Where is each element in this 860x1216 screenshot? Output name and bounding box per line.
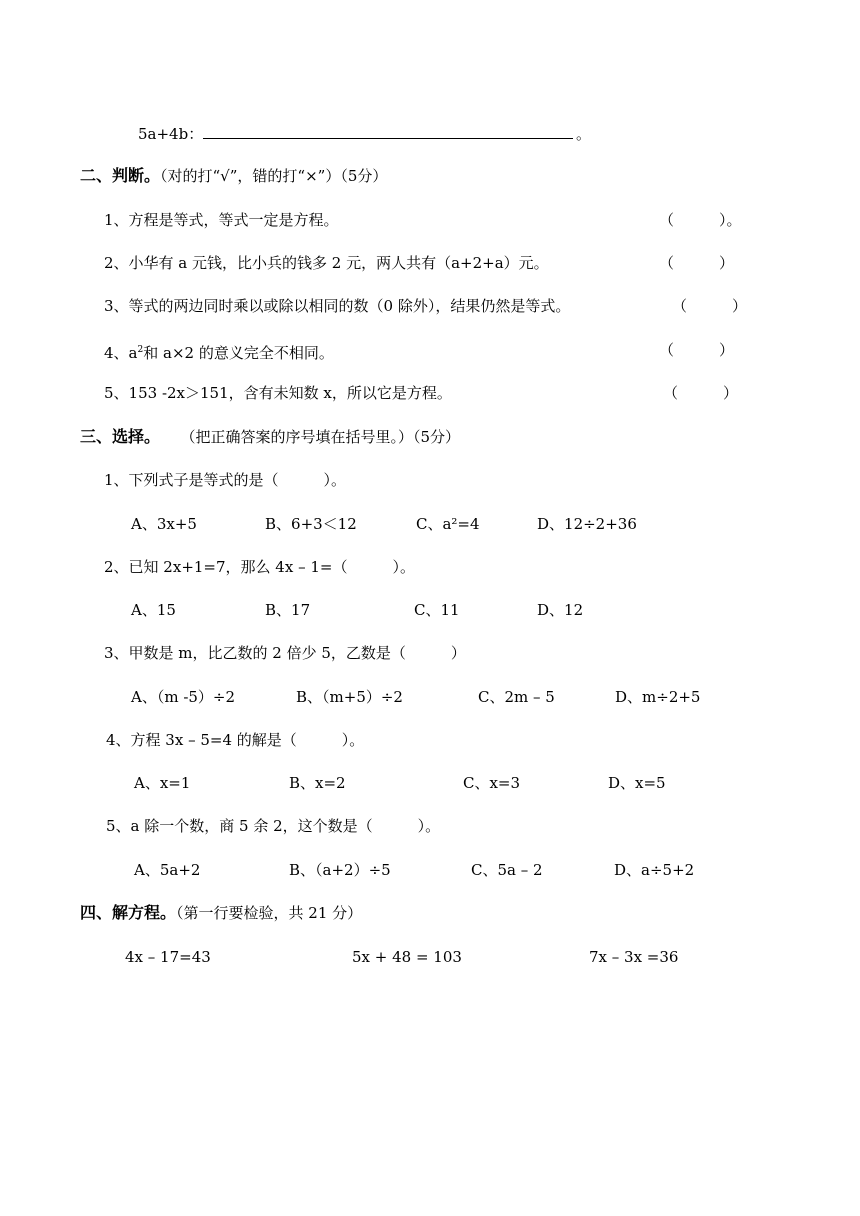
choice-1-option-c[interactable]: C、a²=4: [416, 515, 480, 533]
judge-answer-paren-3[interactable]: （ ）: [672, 297, 748, 315]
equation-2: 5x + 48 = 103: [352, 948, 462, 966]
judge-answer-paren-2[interactable]: （ ）: [659, 254, 735, 272]
section-judge-header: [80, 166, 387, 186]
choice-question-4: 4、方程 3x – 5=4 的解是（ ）。: [106, 731, 365, 749]
choice-5-option-b[interactable]: B、（a+2）÷5: [289, 861, 391, 879]
judge-answer-paren-4[interactable]: （ ）: [659, 341, 735, 359]
choice-4-option-b[interactable]: B、x=2: [289, 774, 346, 792]
intro-end: 。: [576, 125, 592, 143]
superscript-2: 2: [137, 345, 144, 355]
choice-2-option-c[interactable]: C、11: [414, 601, 460, 619]
choice-question-3: 3、甲数是 m，比乙数的 2 倍少 5，乙数是（ ）: [104, 644, 466, 662]
choice-5-option-d[interactable]: D、a÷5+2: [614, 861, 695, 879]
section-solve-title: 四、解方程。: [80, 903, 177, 922]
choice-2-option-d[interactable]: D、12: [537, 601, 584, 619]
equation-1: 4x – 17=43: [125, 948, 211, 966]
choice-3-option-b[interactable]: B、（m+5）÷2: [296, 688, 403, 706]
judge-item-4-pre: 4、a: [104, 344, 138, 362]
choice-3-option-d[interactable]: D、m÷2+5: [615, 688, 701, 706]
choice-4-option-a[interactable]: A、x=1: [134, 774, 191, 792]
judge-item-5: 5、153 -2x＞151，含有未知数 x，所以它是方程。: [104, 384, 452, 402]
answer-blank-line[interactable]: [203, 138, 573, 139]
choice-question-1: 1、下列式子是等式的是（ ）。: [104, 471, 347, 489]
section-choice-header: [80, 427, 460, 447]
choice-question-2: 2、已知 2x+1=7，那么 4x – 1=（ ）。: [104, 558, 415, 576]
choice-5-option-c[interactable]: C、5a – 2: [471, 861, 543, 879]
section-solve-note: （第一行要检验，共 21 分）: [176, 904, 363, 922]
section-solve-header: [80, 903, 362, 923]
choice-4-option-c[interactable]: C、x=3: [463, 774, 521, 792]
section-choice-title: 三、选择。: [80, 427, 161, 446]
choice-3-option-a[interactable]: A、（m -5）÷2: [131, 688, 236, 706]
judge-answer-paren-1[interactable]: （ ）。: [659, 211, 742, 229]
choice-1-option-a[interactable]: A、3x+5: [131, 515, 197, 533]
section-judge-note: （对的打“√”，错的打“×”）（5分）: [160, 167, 388, 185]
choice-5-option-a[interactable]: A、5a+2: [134, 861, 201, 879]
judge-item-3: 3、等式的两边同时乘以或除以相同的数（0 除外），结果仍然是等式。: [104, 297, 571, 315]
choice-1-option-b[interactable]: B、6+3＜12: [265, 515, 357, 533]
intro-expression: 5a+4b：: [138, 125, 204, 143]
judge-answer-paren-5[interactable]: （ ）: [663, 384, 739, 402]
judge-item-4: [104, 340, 334, 363]
equation-3: 7x – 3x =36: [589, 948, 679, 966]
choice-3-option-c[interactable]: C、2m – 5: [478, 688, 555, 706]
choice-4-option-d[interactable]: D、x=5: [608, 774, 666, 792]
choice-question-5: 5、a 除一个数，商 5 余 2，这个数是（ ）。: [106, 817, 441, 835]
choice-2-option-a[interactable]: A、15: [131, 601, 176, 619]
judge-item-1: 1、方程是等式，等式一定是方程。: [104, 211, 339, 229]
judge-item-4-post: 和 a×2 的意义完全不相同。: [143, 344, 334, 362]
choice-1-option-d[interactable]: D、12÷2+36: [537, 515, 637, 533]
judge-item-2: 2、小华有 a 元钱，比小兵的钱多 2 元，两人共有（a+2+a）元。: [104, 254, 549, 272]
choice-2-option-b[interactable]: B、17: [265, 601, 311, 619]
section-judge-title: 二、判断。: [80, 166, 161, 185]
section-choice-note: （把正确答案的序号填在括号里。）（5分）: [188, 428, 461, 446]
